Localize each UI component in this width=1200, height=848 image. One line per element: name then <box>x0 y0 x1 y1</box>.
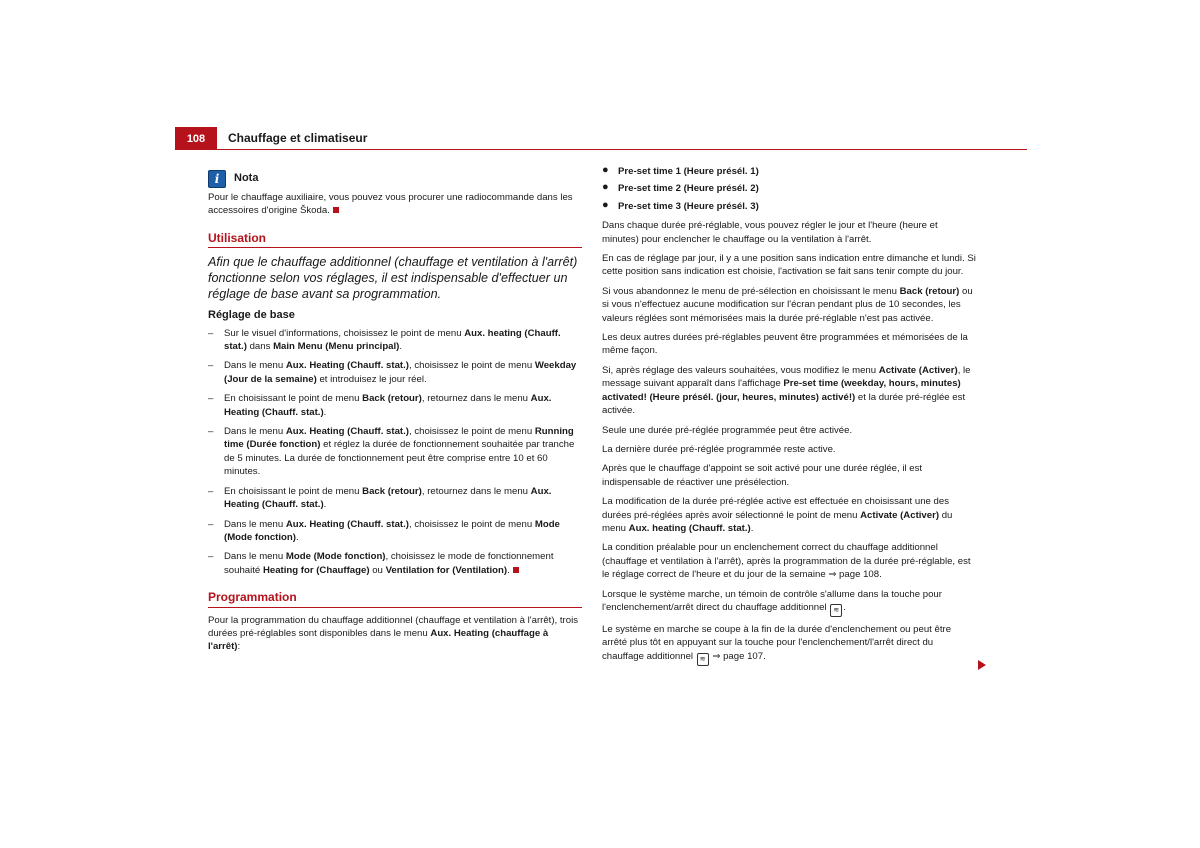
right-column <box>602 165 976 672</box>
list-item: ● Pre-set time 1 (Heure présél. 1) <box>602 164 759 177</box>
dash-marker: – <box>208 426 214 438</box>
step-item: – Dans le menu Aux. Heating (Chauff. stat.), choisissez le point de menu Running time (Durée fonction) et réglez la durée de fonctionnement souhaitée par tranche de 5 minutes. La durée de fonctionnement peut être comprise entre 10 et 60 minutes. <box>208 426 575 478</box>
nota-title: Nota <box>234 172 259 185</box>
continue-arrow-icon <box>978 660 986 670</box>
paragraph: La modification de la durée pré-réglée active est effectuée en choisissant une des durées pré-réglées après avoir sélectionné le point de menu Activate (Activer) du menu Aux. heating (Chauff. stat.). <box>602 496 953 534</box>
paragraph: La dernière durée pré-réglée programmée reste active. <box>602 443 836 455</box>
nota-header <box>208 170 582 188</box>
dash-marker: – <box>208 360 214 372</box>
bullet-icon: ● <box>602 198 609 211</box>
paragraph: Lorsque le système marche, un témoin de contrôle s'allume dans la touche pour l'enclenchement/arrêt direct du chauffage additionnel ≋ . <box>602 588 976 617</box>
dash-marker: – <box>208 551 214 563</box>
section-heading-programmation: Programmation <box>208 591 582 607</box>
end-of-section-mark <box>513 567 519 573</box>
dash-marker: – <box>208 327 214 339</box>
step-item: – En choisissant le point de menu Back (retour), retournez dans le menu Aux. Heating (Chauff. stat.). <box>208 393 552 418</box>
paragraph: Les deux autres durées pré-réglables peuvent être programmées et mémorisées de la même façon. <box>602 332 968 357</box>
paragraph: En cas de réglage par jour, il y a une position sans indication entre dimanche et lundi. Si cette position sans indication est choisie, l'activation se fait sans tenir compte du jour. <box>602 253 976 278</box>
paragraph: Le système en marche se coupe à la fin de la durée d'enclenchement ou peut être arrêté plus tôt en appuyant sur la touche pour l'enclenchement/l'arrêt direct du chauffage additionnel ≋ ⇒ page 107. <box>602 623 976 666</box>
bullet-icon: ● <box>602 181 609 194</box>
info-icon: i <box>208 170 226 188</box>
left-column <box>208 170 582 660</box>
auxiliary-heating-key-icon: ≋ <box>830 604 842 617</box>
page-number: 108 <box>175 127 217 149</box>
dash-marker: – <box>208 485 214 497</box>
paragraph: Si, après réglage des valeurs souhaitées, vous modifiez le menu Activate (Activer), le message suivant apparaît dans l'affichage Pre-set time (weekday, hours, minutes) activated! (Heure présél. (jour, heures, minutes) activé!) et la durée pré-réglée est activée. <box>602 364 971 417</box>
list-item: ● Pre-set time 3 (Heure présél. 3) <box>602 198 759 212</box>
dash-marker: – <box>208 393 214 405</box>
end-of-section-mark <box>333 207 339 213</box>
auxiliary-heating-key-icon: ≋ <box>697 653 709 666</box>
step-item: – Sur le visuel d'informations, choisissez le point de menu Aux. heating (Chauff. stat.) dans Main Menu (Menu principal). <box>208 327 561 353</box>
paragraph: Après que le chauffage d'appoint se soit activé pour une durée réglée, il est indispensable de réactiver une présélection. <box>602 463 923 488</box>
paragraph: La condition préalable pour un enclenchement correct du chauffage additionnel (chauffage et ventilation à l'arrêt), après la programmation de la durée pré-réglable, est le réglage correct de l'heure et du jour de la semaine ⇒ page 108. <box>602 542 971 581</box>
step-item: – Dans le menu Aux. Heating (Chauff. stat.), choisissez le point de menu Mode (Mode fonction). <box>208 518 560 543</box>
dash-marker: – <box>208 518 214 530</box>
programmation-text: Pour la programmation du chauffage additionnel (chauffage et ventilation à l'arrêt), trois durées pré-réglables sont disponibles dans le menu Aux. Heating (chauffage à l'arrêt): <box>208 614 578 653</box>
section-heading-utilisation: Utilisation <box>208 232 582 248</box>
subheading-reglage-de-base: Réglage de base <box>208 309 295 322</box>
paragraph: Si vous abandonnez le menu de pré-sélection en choisissant le menu Back (retour) ou si vous n'effectuez aucune modification sur l'écran pendant plus de 10 secondes, les valeurs réglées sont mémorisées mais la durée pré-réglable n'est pas activée. <box>602 285 973 324</box>
step-item: – En choisissant le point de menu Back (retour), retournez dans le menu Aux. Heating (Chauff. stat.). <box>208 485 552 511</box>
paragraph: Seule une durée pré-réglée programmée peut être activée. <box>602 424 853 436</box>
list-item: ● Pre-set time 2 (Heure présél. 2) <box>602 181 759 195</box>
utilisation-intro: Afin que le chauffage additionnel (chauffage et ventilation à l'arrêt) fonctionne selon vos réglages, il est indispensable d'effectuer un réglage de base avant sa programmation. <box>208 255 578 302</box>
bullet-icon: ● <box>602 164 609 176</box>
nota-text: Pour le chauffage auxiliaire, vous pouvez vous procurer une radiocommande dans les accessoires d'origine Škoda. <box>208 192 573 217</box>
step-item: – Dans le menu Mode (Mode fonction), choisissez le mode de fonctionnement souhaité Heating for (Chauffage) ou Ventilation for (Ventilation). <box>208 551 554 576</box>
step-item: – Dans le menu Aux. Heating (Chauff. stat.), choisissez le point de menu Weekday (Jour de la semaine) et introduisez le jour réel. <box>208 360 577 385</box>
chapter-title: Chauffage et climatiseur <box>228 131 368 145</box>
page-header <box>175 127 1027 150</box>
paragraph: Dans chaque durée pré-réglable, vous pouvez régler le jour et l'heure (heure et minutes) pour enclencher le chauffage ou la ventilation à l'arrêt. <box>602 220 938 245</box>
